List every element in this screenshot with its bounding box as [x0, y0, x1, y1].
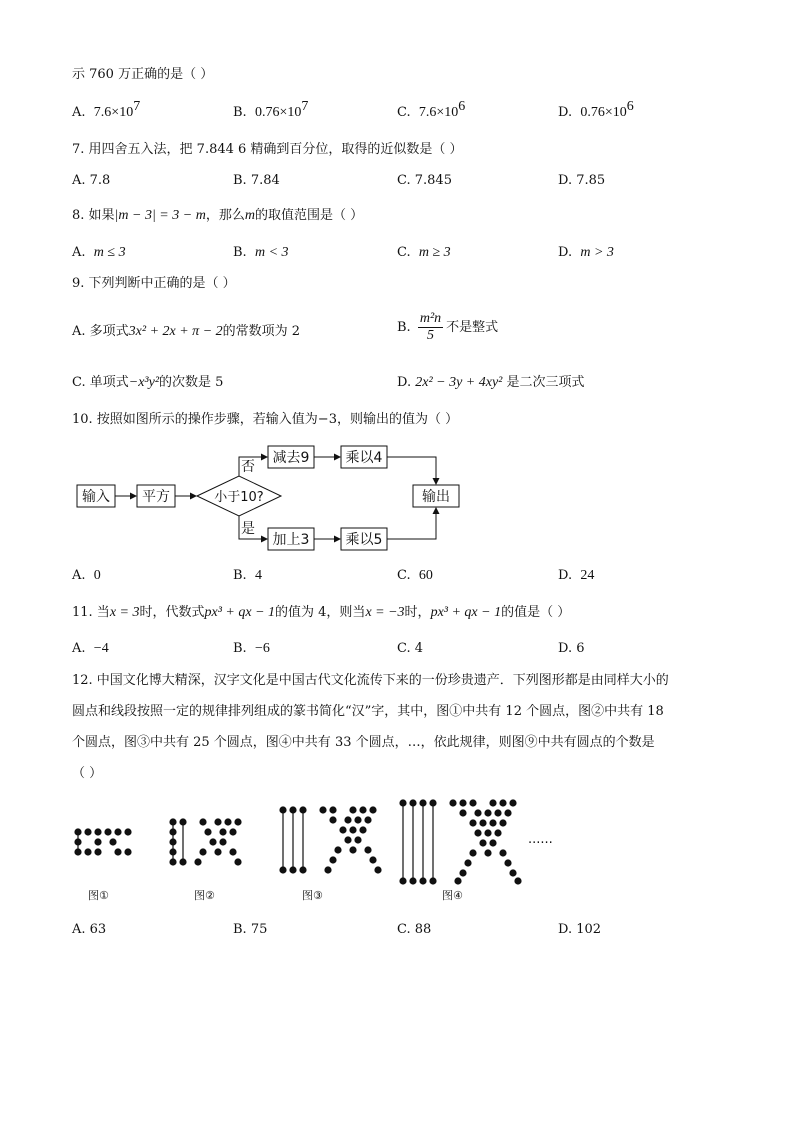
q8-option-b: B. m < 3	[233, 245, 289, 260]
flow-decision-label: 小于10?	[214, 490, 264, 505]
q10-option-b: B. 4	[233, 568, 262, 583]
q12-stem-line3: 个圆点，图③中共有 25 个圆点，图④中共有 33 个圆点，…，依此规律，则图⑨中共有圆点的个数是	[72, 735, 655, 750]
q10-option-c: C. 60	[397, 568, 433, 583]
figures-ellipsis: ......	[528, 832, 553, 847]
q7-option-d: D. 7.85	[558, 173, 606, 188]
q7-option-b: B. 7.84	[233, 173, 280, 188]
q8-option-c: C. m ≥ 3	[397, 245, 451, 260]
q12-option-a: A. 63	[72, 922, 107, 937]
q11-option-c: C. 4	[397, 641, 424, 656]
figure-3	[280, 807, 381, 873]
q6-stem-tail: 示 760 万正确的是（ ）	[72, 67, 214, 82]
q6-option-b: B. $0.76\times 10^7$	[233, 99, 309, 120]
figure-2-caption: 图②	[194, 889, 215, 902]
flow-mul4-label: 乘以4	[345, 450, 383, 466]
q12-stem-line4: （ ）	[72, 766, 103, 781]
q9-option-c: C. 单项式−x³y²的次数是 5	[72, 375, 224, 390]
q12-stem-line1: 12. 中国文化博大精深，汉字文化是中国古代文化流传下来的一份珍贵遗产．下列图形都是由同样大小的	[72, 673, 669, 688]
q12-stem-line2: 圆点和线段按照一定的规律排列组成的篆书简化“汉”字，其中，图①中共有 12 个圆点，图②中共有 18	[72, 704, 664, 719]
q12-option-c: C. 88	[397, 922, 432, 937]
flow-mul5-label: 乘以5	[345, 532, 383, 548]
q11-stem: 11. 当x = 3时，代数式px³ + qx − 1的值为 4，则当x = −3时，px³ + qx − 1的值是（ ）	[72, 605, 571, 620]
q10-option-d: D. 24	[558, 568, 595, 583]
q6-option-d: D. $0.76\times 10^6$	[558, 99, 634, 120]
q9-b-fraction: $\frac{\text{m²n}}{5}$	[419, 311, 442, 343]
q6-option-c: C. $7.6\times 10^6$	[397, 99, 466, 120]
flow-add3-label: 加上3	[272, 532, 310, 548]
figure-4	[400, 800, 521, 884]
q9-option-d: D. 2x² − 3y + 4xy² 是二次三项式	[397, 375, 585, 390]
q8-option-d: D. m > 3	[558, 245, 614, 260]
q10-flowchart	[70, 438, 470, 556]
flow-output-label: 输出	[422, 489, 450, 505]
figure-1-caption: 图①	[88, 889, 109, 902]
q7-option-a: A. 7.8	[72, 173, 111, 188]
q11-option-a: A. −4	[72, 641, 109, 656]
q10-option-a: A. 0	[72, 568, 101, 583]
q12-option-d: D. 102	[558, 922, 602, 937]
q12-option-b: B. 75	[233, 922, 268, 937]
figure-1	[75, 829, 131, 855]
q12-figures	[70, 795, 560, 907]
q11-option-d: D. 6	[558, 641, 585, 656]
figure-3-caption: 图③	[302, 889, 323, 902]
q7-stem: 7. 用四舍五入法，把 7.844 6 精确到百分位，取得的近似数是（ ）	[72, 142, 463, 157]
q9-option-a: A. 多项式3x² + 2x + π − 2的常数项为 2	[72, 324, 301, 339]
figure-4-caption: 图④	[442, 889, 463, 902]
flow-sub9-label: 减去9	[272, 450, 310, 466]
flow-no-label: 否	[241, 459, 255, 475]
q6-option-a: A. $7.6\times 10^7$	[72, 99, 141, 120]
figure-2	[170, 819, 241, 865]
q8-stem: 8. 如果|m − 3| = 3 − m，那么m的取值范围是（ ）	[72, 208, 364, 223]
flow-input-label: 输入	[82, 489, 110, 505]
flow-yes-label: 是	[241, 521, 255, 537]
flow-square-label: 平方	[142, 489, 170, 505]
q10-stem: 10. 按照如图所示的操作步骤，若输入值为−3，则输出的值为（ ）	[72, 412, 459, 427]
q9-stem: 9. 下列判断中正确的是（ ）	[72, 276, 236, 291]
q8-option-a: A. m ≤ 3	[72, 245, 126, 260]
q7-option-c: C. 7.845	[397, 173, 452, 188]
q11-option-b: B. −6	[233, 641, 270, 656]
q9-option-b: B. $\frac{\text{m²n}}{5}$ 不是整式	[397, 311, 499, 343]
